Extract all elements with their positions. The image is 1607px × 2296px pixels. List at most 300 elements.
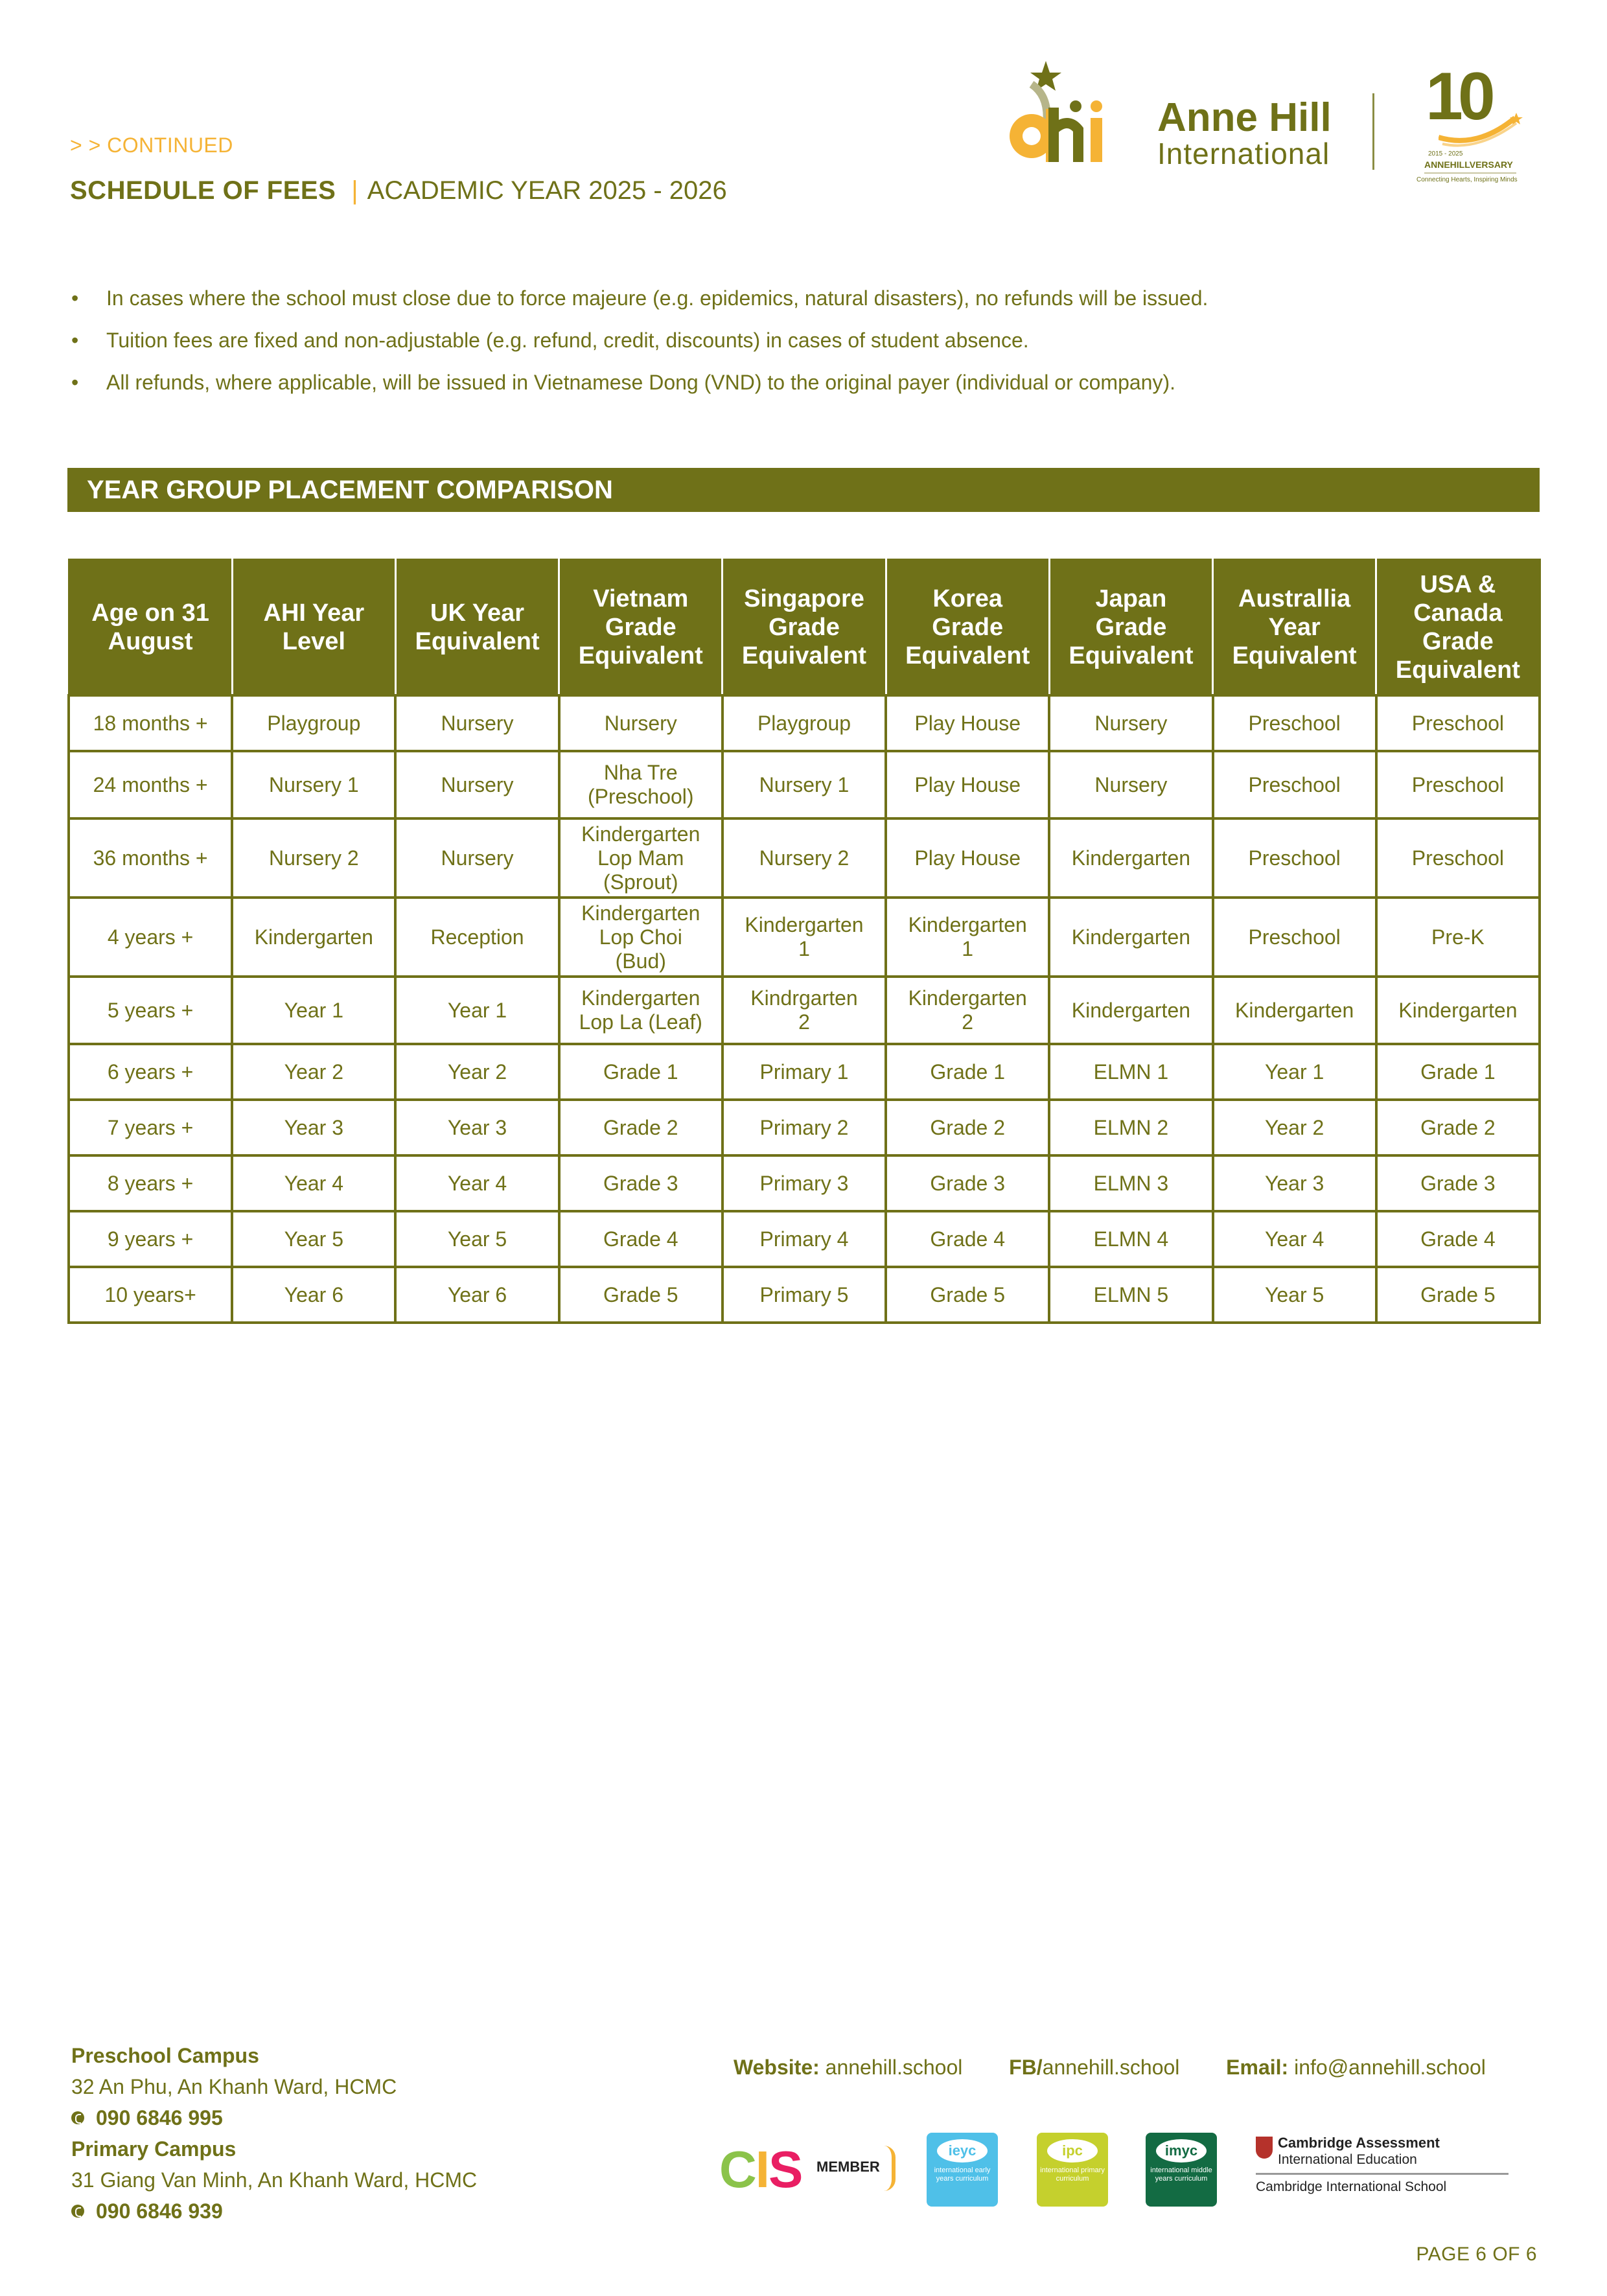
cell-line: 8 years + bbox=[107, 1171, 194, 1195]
note-item bbox=[70, 369, 1534, 395]
cell-line: (Bud) bbox=[615, 949, 666, 973]
fb-link[interactable]: annehill.school bbox=[1042, 2056, 1180, 2079]
cell-line: Preschool bbox=[1248, 925, 1341, 949]
table-cell bbox=[723, 1100, 886, 1155]
column-header-line: UK Year bbox=[430, 599, 525, 627]
imyc-badge bbox=[1146, 2133, 1217, 2207]
table-cell bbox=[559, 977, 723, 1044]
table-cell bbox=[232, 1211, 395, 1267]
cambridge-rule bbox=[1256, 2173, 1509, 2175]
table-cell bbox=[723, 1155, 886, 1211]
table-cell bbox=[1213, 1100, 1376, 1155]
cell-line: Year 4 bbox=[1264, 1227, 1324, 1251]
table-cell bbox=[886, 751, 1049, 818]
website-link[interactable]: annehill.school bbox=[825, 2056, 963, 2079]
page-title bbox=[70, 176, 727, 205]
table-cell bbox=[1049, 1044, 1212, 1100]
column-header-line: Singapore bbox=[744, 585, 864, 612]
table-cell bbox=[1376, 1155, 1540, 1211]
note-text: In cases where the school must close due to force majeure (e.g. epidemics, natural disasters), no refunds will be issued. bbox=[106, 286, 1208, 310]
table-cell bbox=[1213, 1267, 1376, 1323]
shooting-star-icon bbox=[1439, 113, 1523, 149]
column-header-line: Equivalent bbox=[905, 642, 1030, 669]
cell-line: Nursery bbox=[1094, 711, 1168, 735]
table-cell bbox=[1376, 695, 1540, 751]
table-cell bbox=[395, 1267, 559, 1323]
preschool-campus-phone bbox=[71, 2102, 477, 2133]
cell-line: Primary 1 bbox=[759, 1060, 849, 1084]
table-cell bbox=[723, 977, 886, 1044]
cis-letter: C bbox=[719, 2140, 756, 2198]
ahi-logo-mark-icon bbox=[1006, 58, 1109, 168]
table-cell bbox=[232, 695, 395, 751]
contact-links bbox=[734, 2056, 1486, 2080]
preschool-campus-address: 32 An Phu, An Khanh Ward, HCMC bbox=[71, 2075, 397, 2098]
column-header-line: Grade bbox=[605, 614, 676, 641]
cell-line: Year 3 bbox=[284, 1115, 343, 1139]
table-row bbox=[69, 898, 1540, 977]
cell-line: 7 years + bbox=[107, 1115, 194, 1139]
table-cell bbox=[1049, 1211, 1212, 1267]
cell-line: Nursery bbox=[441, 772, 514, 796]
table-cell bbox=[1213, 977, 1376, 1044]
cell-line: 9 years + bbox=[107, 1227, 194, 1251]
table-cell bbox=[395, 1100, 559, 1155]
table-cell bbox=[723, 1267, 886, 1323]
table-cell bbox=[232, 751, 395, 818]
cell-line: Year 5 bbox=[447, 1227, 507, 1251]
cell-line: Primary 2 bbox=[759, 1115, 849, 1139]
table-cell bbox=[1376, 977, 1540, 1044]
table-cell bbox=[886, 1211, 1049, 1267]
email-link[interactable]: info@annehill.school bbox=[1294, 2056, 1486, 2079]
anniversary-logo bbox=[1413, 61, 1529, 191]
table-cell bbox=[723, 1211, 886, 1267]
column-header-line: Level bbox=[282, 628, 345, 655]
age-cell bbox=[69, 898, 232, 977]
table-row bbox=[69, 695, 1540, 751]
bullet-icon: • bbox=[71, 286, 79, 310]
cell-line: Grade 2 bbox=[603, 1115, 678, 1139]
cambridge-line1: Cambridge Assessment bbox=[1278, 2135, 1440, 2151]
table-row bbox=[69, 1155, 1540, 1211]
column-header bbox=[559, 560, 723, 696]
campus-info bbox=[71, 2040, 477, 2227]
cell-line: Nursery bbox=[1094, 772, 1168, 796]
cell-line: Nursery 2 bbox=[268, 846, 359, 870]
table-row bbox=[69, 818, 1540, 898]
page-number: PAGE 6 OF 6 bbox=[1416, 2244, 1537, 2265]
cell-line: Preschool bbox=[1248, 846, 1341, 870]
table-cell bbox=[723, 751, 886, 818]
placement-comparison-table bbox=[67, 559, 1541, 1324]
table-cell bbox=[723, 898, 886, 977]
column-header-line: Korea bbox=[932, 585, 1003, 612]
cambridge-line2: International Education bbox=[1278, 2152, 1417, 2167]
cell-line: Grade 5 bbox=[930, 1282, 1006, 1306]
cell-line: Lop Choi bbox=[599, 925, 682, 949]
cell-line: Grade 1 bbox=[1420, 1060, 1496, 1084]
column-header-line: Australlia bbox=[1238, 585, 1351, 612]
note-item bbox=[70, 327, 1534, 353]
cell-line: (Sprout) bbox=[603, 870, 678, 894]
primary-campus-name: Primary Campus bbox=[71, 2137, 237, 2161]
cell-line: Kindergarten bbox=[1071, 846, 1191, 870]
table-cell bbox=[723, 1044, 886, 1100]
cell-line: ELMN 2 bbox=[1093, 1115, 1169, 1139]
cell-line: Preschool bbox=[1248, 711, 1341, 735]
title-schedule-of-fees: SCHEDULE OF FEES bbox=[70, 176, 336, 205]
cell-line: 10 years+ bbox=[104, 1282, 196, 1306]
table-cell bbox=[1049, 751, 1212, 818]
table-cell bbox=[395, 1211, 559, 1267]
cell-line: Kindergarten bbox=[581, 901, 700, 925]
cell-line: Year 1 bbox=[1264, 1060, 1324, 1084]
table-cell bbox=[395, 898, 559, 977]
age-cell bbox=[69, 818, 232, 898]
table-row bbox=[69, 1267, 1540, 1323]
cell-line: ELMN 1 bbox=[1093, 1060, 1169, 1084]
table-cell bbox=[1049, 1267, 1212, 1323]
cell-line: Grade 4 bbox=[930, 1227, 1006, 1251]
primary-campus-address: 31 Giang Van Minh, An Khanh Ward, HCMC bbox=[71, 2168, 478, 2192]
cell-line: Kindrgarten bbox=[750, 986, 858, 1010]
table-cell bbox=[1213, 695, 1376, 751]
cell-line: Preschool bbox=[1411, 846, 1505, 870]
cell-line: Grade 3 bbox=[603, 1171, 678, 1195]
table-cell bbox=[1213, 1044, 1376, 1100]
column-header-line: Equivalent bbox=[1069, 642, 1194, 669]
anniversary-number: 10 bbox=[1426, 59, 1490, 134]
table-cell bbox=[232, 1100, 395, 1155]
ipc-badge bbox=[1037, 2133, 1108, 2207]
cell-line: Year 3 bbox=[1264, 1171, 1324, 1195]
cell-line: Grade 3 bbox=[930, 1171, 1006, 1195]
cell-line: 2 bbox=[962, 1010, 974, 1034]
column-header-line: Year bbox=[1268, 614, 1321, 641]
cell-line: Play House bbox=[914, 772, 1021, 796]
table-cell bbox=[559, 751, 723, 818]
cell-line: Nursery bbox=[441, 846, 514, 870]
accreditation-logos bbox=[719, 2129, 1542, 2213]
column-header bbox=[886, 560, 1049, 696]
table-cell bbox=[723, 695, 886, 751]
table-cell bbox=[232, 818, 395, 898]
note-item bbox=[70, 285, 1534, 311]
table-cell bbox=[395, 818, 559, 898]
cell-line: Lop Mam bbox=[597, 846, 684, 870]
cell-line: Nursery bbox=[604, 711, 677, 735]
table-cell bbox=[1049, 977, 1212, 1044]
cell-line: ELMN 4 bbox=[1093, 1227, 1169, 1251]
cell-line: ELMN 3 bbox=[1093, 1171, 1169, 1195]
cell-line: 36 months + bbox=[93, 846, 208, 870]
cell-line: Kindergarten bbox=[581, 986, 700, 1010]
cell-line: Primary 3 bbox=[759, 1171, 849, 1195]
table-cell bbox=[723, 818, 886, 898]
column-header bbox=[69, 560, 232, 696]
cell-line: Year 5 bbox=[284, 1227, 343, 1251]
note-text: All refunds, where applicable, will be issued in Vietnamese Dong (VND) to the original payer (individual or company). bbox=[106, 371, 1176, 394]
title-academic-year: ACADEMIC YEAR 2025 - 2026 bbox=[367, 176, 727, 205]
table-cell bbox=[1213, 751, 1376, 818]
cell-line: Reception bbox=[430, 925, 524, 949]
age-cell bbox=[69, 1267, 232, 1323]
column-header-line: Japan bbox=[1095, 585, 1167, 612]
cell-line: Preschool bbox=[1248, 772, 1341, 796]
table-cell bbox=[886, 1267, 1049, 1323]
column-header-line: Grade bbox=[1422, 628, 1494, 655]
table-cell bbox=[1376, 1044, 1540, 1100]
age-cell bbox=[69, 751, 232, 818]
cell-line: Kindergarten bbox=[745, 913, 864, 936]
cell-line: Grade 1 bbox=[930, 1060, 1006, 1084]
ipc-abbr: ipc bbox=[1047, 2139, 1098, 2163]
column-header-line: Equivalent bbox=[1395, 656, 1520, 684]
table-row bbox=[69, 1044, 1540, 1100]
phone-number[interactable]: 090 6846 995 bbox=[96, 2106, 223, 2129]
cambridge-shield-icon bbox=[1256, 2137, 1273, 2159]
cell-line: Year 4 bbox=[284, 1171, 343, 1195]
table-cell bbox=[559, 1211, 723, 1267]
cell-line: Kindergarten bbox=[254, 925, 373, 949]
table-cell bbox=[559, 818, 723, 898]
ipc-text: international primary curriculum bbox=[1040, 2166, 1105, 2183]
imyc-abbr: imyc bbox=[1156, 2139, 1207, 2163]
column-header-line: Canada bbox=[1413, 599, 1503, 627]
brand-name: Anne Hill bbox=[1157, 95, 1332, 140]
primary-campus-phone bbox=[71, 2196, 477, 2227]
table-cell bbox=[395, 1155, 559, 1211]
cell-line: Grade 2 bbox=[930, 1115, 1006, 1139]
table-cell bbox=[559, 1267, 723, 1323]
table-header-row bbox=[69, 560, 1540, 696]
cell-line: 24 months + bbox=[93, 772, 208, 796]
anniversary-name: ANNEHILLVERSARY bbox=[1424, 159, 1513, 170]
cambridge-logo bbox=[1256, 2135, 1541, 2207]
cell-line: Grade 4 bbox=[1420, 1227, 1496, 1251]
column-header-line: Grade bbox=[1095, 614, 1167, 641]
table-cell bbox=[1213, 818, 1376, 898]
cell-line: 5 years + bbox=[107, 998, 194, 1022]
table-cell bbox=[232, 1155, 395, 1211]
cell-line: Grade 1 bbox=[603, 1060, 678, 1084]
cell-line: Kindergarten bbox=[1071, 925, 1191, 949]
column-header-line: AHI Year bbox=[263, 599, 365, 627]
age-cell bbox=[69, 695, 232, 751]
column-header-line: Equivalent bbox=[1232, 642, 1357, 669]
column-header bbox=[723, 560, 886, 696]
cell-line: Grade 3 bbox=[1420, 1171, 1496, 1195]
preschool-campus-name: Preschool Campus bbox=[71, 2044, 259, 2067]
cell-line: Playgroup bbox=[757, 711, 851, 735]
column-header-line: Vietnam bbox=[593, 585, 689, 612]
table-cell bbox=[1376, 1100, 1540, 1155]
column-header-line: Equivalent bbox=[578, 642, 703, 669]
cell-line: Nha Tre bbox=[603, 761, 678, 784]
cis-letter: I bbox=[755, 2140, 769, 2198]
website-label: Website: bbox=[734, 2056, 820, 2079]
title-separator: | bbox=[351, 176, 358, 205]
table-cell bbox=[232, 898, 395, 977]
cell-line: Nursery 1 bbox=[268, 772, 359, 796]
cell-line: Nursery 1 bbox=[759, 772, 850, 796]
bullet-icon: • bbox=[71, 329, 79, 352]
table-cell bbox=[232, 977, 395, 1044]
age-cell bbox=[69, 1155, 232, 1211]
cell-line: Kindergarten bbox=[581, 822, 700, 846]
cambridge-line3: Cambridge International School bbox=[1256, 2179, 1447, 2194]
column-header bbox=[1376, 560, 1540, 696]
table-cell bbox=[395, 1044, 559, 1100]
cell-line: Kindergarten bbox=[908, 986, 1027, 1010]
phone-icon bbox=[71, 2205, 84, 2218]
cell-line: Grade 5 bbox=[603, 1282, 678, 1306]
phone-number[interactable]: 090 6846 939 bbox=[96, 2199, 223, 2223]
column-header bbox=[232, 560, 395, 696]
table-cell bbox=[232, 1267, 395, 1323]
logo-divider bbox=[1372, 93, 1374, 170]
cell-line: 1 bbox=[962, 937, 974, 960]
column-header-line: Grade bbox=[932, 614, 1004, 641]
cell-line: 2 bbox=[798, 1010, 810, 1034]
email-label: Email: bbox=[1226, 2056, 1289, 2079]
cell-line: Pre-K bbox=[1431, 925, 1485, 949]
table-cell bbox=[395, 977, 559, 1044]
table-cell bbox=[395, 695, 559, 751]
cell-line: Year 4 bbox=[447, 1171, 507, 1195]
table-cell bbox=[886, 695, 1049, 751]
cell-line: 18 months + bbox=[93, 711, 208, 735]
column-header-line: Equivalent bbox=[741, 642, 867, 669]
cell-line: Grade 4 bbox=[603, 1227, 678, 1251]
table-cell bbox=[395, 751, 559, 818]
table-cell bbox=[559, 695, 723, 751]
cis-bracket-icon bbox=[884, 2146, 896, 2191]
table-cell bbox=[559, 1100, 723, 1155]
table-row bbox=[69, 1211, 1540, 1267]
cell-line: Year 5 bbox=[1264, 1282, 1324, 1306]
refund-notes bbox=[70, 285, 1534, 412]
column-header-line: USA & bbox=[1420, 571, 1496, 598]
cell-line: Kindergarten bbox=[1071, 998, 1191, 1022]
cell-line: Primary 4 bbox=[759, 1227, 849, 1251]
table-cell bbox=[559, 898, 723, 977]
table-cell bbox=[559, 1044, 723, 1100]
table-cell bbox=[1049, 898, 1212, 977]
cell-line: (Preschool) bbox=[587, 785, 694, 808]
continued-label: > > CONTINUED bbox=[70, 133, 233, 157]
bullet-icon: • bbox=[71, 371, 79, 394]
cell-line: Year 2 bbox=[284, 1060, 343, 1084]
table-cell bbox=[886, 1044, 1049, 1100]
age-cell bbox=[69, 1044, 232, 1100]
ieyc-badge bbox=[927, 2133, 998, 2207]
cell-line: Preschool bbox=[1411, 711, 1505, 735]
cell-line: Playgroup bbox=[267, 711, 361, 735]
table-cell bbox=[559, 1155, 723, 1211]
ieyc-text: international early years curriculum bbox=[934, 2166, 991, 2183]
table-cell bbox=[1376, 818, 1540, 898]
cis-member-logo bbox=[719, 2134, 920, 2205]
imyc-text: international middle years curriculum bbox=[1150, 2166, 1212, 2183]
table-cell bbox=[1213, 1155, 1376, 1211]
cell-line: Kindergarten bbox=[1398, 998, 1518, 1022]
column-header-line: Equivalent bbox=[415, 628, 540, 655]
cell-line: 6 years + bbox=[107, 1060, 194, 1084]
table-cell bbox=[886, 1100, 1049, 1155]
cell-line: Primary 5 bbox=[759, 1282, 849, 1306]
cell-line: Year 6 bbox=[284, 1282, 343, 1306]
cell-line: Year 1 bbox=[447, 998, 507, 1022]
table-cell bbox=[886, 898, 1049, 977]
school-logo bbox=[998, 54, 1542, 197]
table-row bbox=[69, 1100, 1540, 1155]
table-cell bbox=[1049, 818, 1212, 898]
table-cell bbox=[232, 1044, 395, 1100]
cell-line: 1 bbox=[798, 937, 810, 960]
cell-line: Year 3 bbox=[447, 1115, 507, 1139]
age-cell bbox=[69, 1100, 232, 1155]
anniversary-years: 2015 - 2025 bbox=[1428, 150, 1463, 157]
age-cell bbox=[69, 1211, 232, 1267]
anniversary-rule bbox=[1424, 172, 1516, 174]
table-cell bbox=[886, 818, 1049, 898]
table-cell bbox=[1376, 751, 1540, 818]
anniversary-tagline: Connecting Hearts, Inspiring Minds bbox=[1416, 176, 1518, 183]
cis-member-text: MEMBER bbox=[816, 2159, 880, 2175]
column-header bbox=[1213, 560, 1376, 696]
note-text: Tuition fees are fixed and non-adjustable (e.g. refund, credit, discounts) in cases of student absence. bbox=[106, 329, 1029, 352]
cell-line: Lop La (Leaf) bbox=[579, 1010, 702, 1034]
cell-line: Grade 2 bbox=[1420, 1115, 1496, 1139]
column-header-line: Grade bbox=[769, 614, 840, 641]
cis-letters bbox=[719, 2134, 802, 2205]
table-cell bbox=[1376, 1211, 1540, 1267]
column-header bbox=[1049, 560, 1212, 696]
table-cell bbox=[886, 977, 1049, 1044]
table-cell bbox=[1049, 1155, 1212, 1211]
table-cell bbox=[1213, 1211, 1376, 1267]
table-cell bbox=[1376, 898, 1540, 977]
table-row bbox=[69, 751, 1540, 818]
cell-line: Nursery 2 bbox=[759, 846, 850, 870]
cell-line: Year 2 bbox=[447, 1060, 507, 1084]
phone-icon bbox=[71, 2111, 84, 2124]
ieyc-abbr: ieyc bbox=[937, 2139, 988, 2163]
table-cell bbox=[1376, 1267, 1540, 1323]
table-cell bbox=[1049, 695, 1212, 751]
cell-line: Nursery bbox=[441, 711, 514, 735]
cis-letter: S bbox=[769, 2140, 802, 2198]
table-cell bbox=[886, 1155, 1049, 1211]
column-header-line: Age on 31 bbox=[91, 599, 209, 627]
cell-line: Year 1 bbox=[284, 998, 343, 1022]
cell-line: Play House bbox=[914, 846, 1021, 870]
cell-line: Kindergarten bbox=[1235, 998, 1354, 1022]
table-cell bbox=[1213, 898, 1376, 977]
column-header-line: August bbox=[108, 628, 193, 655]
cell-line: ELMN 5 bbox=[1093, 1282, 1169, 1306]
column-header bbox=[395, 560, 559, 696]
table-row bbox=[69, 977, 1540, 1044]
age-cell bbox=[69, 977, 232, 1044]
cell-line: Year 2 bbox=[1264, 1115, 1324, 1139]
brand-subtitle: International bbox=[1157, 137, 1330, 170]
cell-line: Preschool bbox=[1411, 772, 1505, 796]
cell-line: Grade 5 bbox=[1420, 1282, 1496, 1306]
cell-line: 4 years + bbox=[107, 925, 194, 949]
